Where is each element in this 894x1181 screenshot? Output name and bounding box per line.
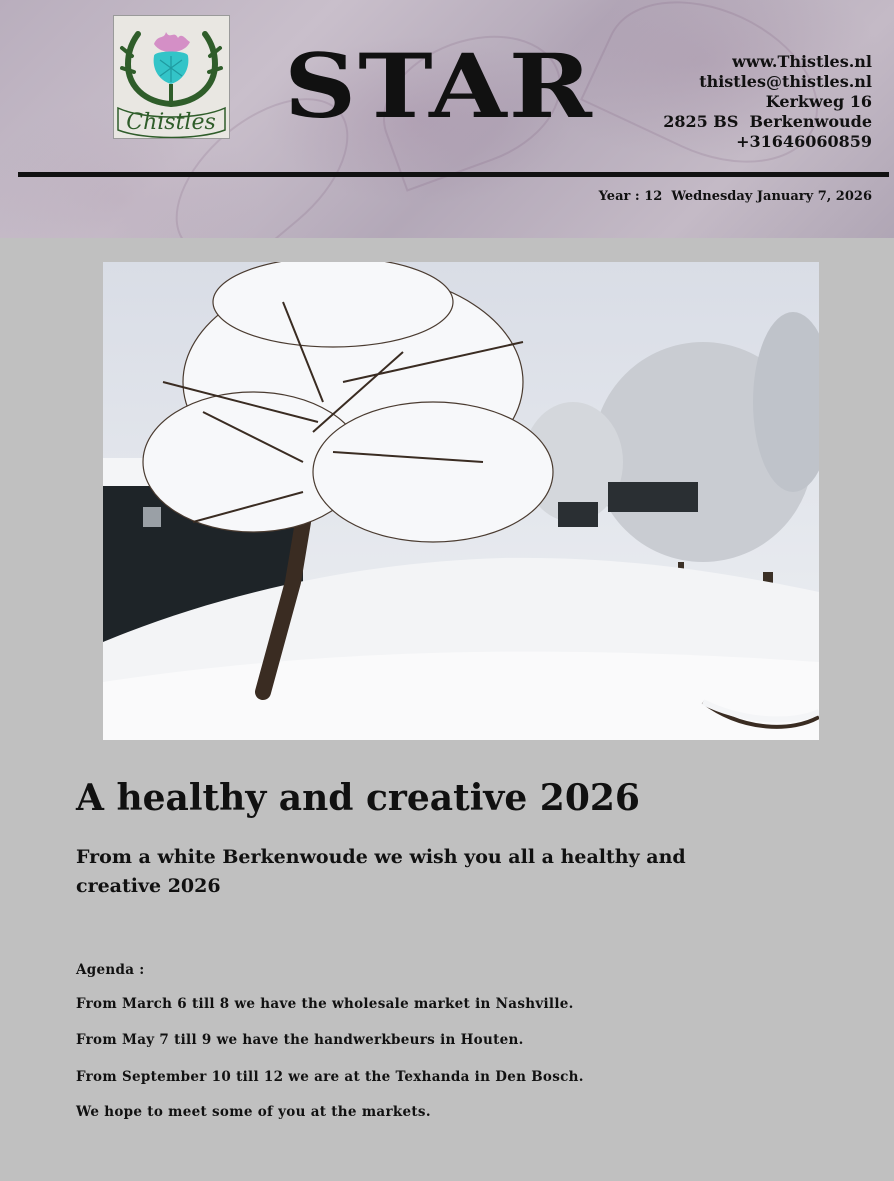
agenda-closing-line: We hope to meet some of you at the markets. xyxy=(76,1104,431,1120)
contact-block xyxy=(663,52,872,152)
article-title: A healthy and creative 2026 xyxy=(76,777,640,819)
website-link[interactable]: www.Thistles.nl xyxy=(732,52,872,71)
header-divider xyxy=(18,172,889,177)
newsletter-header xyxy=(0,0,894,238)
phone-number: +31646060859 xyxy=(736,132,872,151)
agenda-item: From September 10 till 12 we are at the Texhanda in Den Bosch. xyxy=(76,1069,584,1085)
agenda-heading: Agenda : xyxy=(76,962,145,978)
agenda-item: From May 7 till 9 we have the handwerkbeurs in Houten. xyxy=(76,1032,524,1048)
city-address: 2825 BS Berkenwoude xyxy=(663,112,872,131)
masthead-title: STAR xyxy=(284,34,594,138)
snowy-garden-photo xyxy=(103,262,819,740)
logo-text: Chistles xyxy=(126,110,216,135)
article-subtitle: From a white Berkenwoude we wish you all a healthy and creative 2026 xyxy=(76,846,686,897)
email-link[interactable]: thistles@thistles.nl xyxy=(699,72,872,91)
thistles-logo xyxy=(113,15,230,139)
agenda-item: From March 6 till 8 we have the wholesale market in Nashville. xyxy=(76,996,574,1012)
issue-date-line: Year : 12 Wednesday January 7, 2026 xyxy=(598,189,872,204)
street-address: Kerkweg 16 xyxy=(765,92,872,111)
